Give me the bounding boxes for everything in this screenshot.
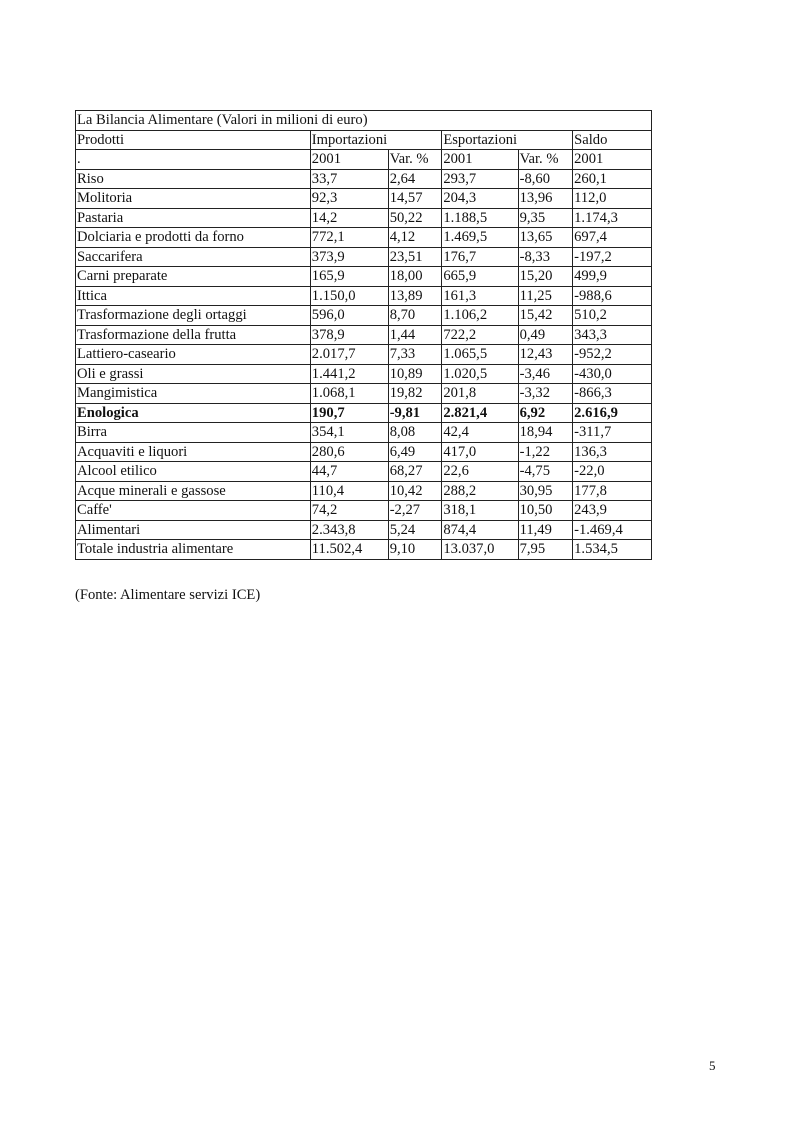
cell-exports-var: 13,65 <box>518 228 573 248</box>
cell-exports-var: 13,96 <box>518 189 573 209</box>
cell-imports-2001: 33,7 <box>310 169 388 189</box>
cell-imports-2001: 2.017,7 <box>310 345 388 365</box>
cell-imports-var: 8,70 <box>388 306 442 326</box>
cell-product: Totale industria alimentare <box>76 540 311 560</box>
cell-product: Acque minerali e gassose <box>76 481 311 501</box>
table-row <box>76 481 652 501</box>
cell-balance-2001: 136,3 <box>573 442 652 462</box>
cell-balance-2001: -952,2 <box>573 345 652 365</box>
cell-balance-2001: 343,3 <box>573 325 652 345</box>
cell-exports-2001: 417,0 <box>442 442 518 462</box>
cell-exports-var: 15,20 <box>518 267 573 287</box>
cell-exports-var: 7,95 <box>518 540 573 560</box>
source-note: (Fonte: Alimentare servizi ICE) <box>75 587 261 603</box>
cell-product: Pastaria <box>76 208 311 228</box>
cell-exports-2001: 176,7 <box>442 247 518 267</box>
cell-exports-2001: 288,2 <box>442 481 518 501</box>
table-row <box>76 286 652 306</box>
cell-exports-2001: 201,8 <box>442 384 518 404</box>
cell-exports-2001: 874,4 <box>442 520 518 540</box>
header-imports-spacer <box>388 130 442 150</box>
cell-imports-2001: 772,1 <box>310 228 388 248</box>
table-row <box>76 462 652 482</box>
cell-exports-var: 0,49 <box>518 325 573 345</box>
table-row <box>76 384 652 404</box>
cell-imports-var: -9,81 <box>388 403 442 423</box>
cell-imports-2001: 378,9 <box>310 325 388 345</box>
cell-balance-2001: 112,0 <box>573 189 652 209</box>
cell-exports-var: 30,95 <box>518 481 573 501</box>
cell-imports-2001: 1.441,2 <box>310 364 388 384</box>
table-row <box>76 501 652 521</box>
cell-imports-2001: 190,7 <box>310 403 388 423</box>
table-title-row <box>76 111 652 131</box>
cell-exports-2001: 22,6 <box>442 462 518 482</box>
cell-imports-2001: 596,0 <box>310 306 388 326</box>
cell-exports-var: -3,32 <box>518 384 573 404</box>
cell-product: Alimentari <box>76 520 311 540</box>
cell-imports-2001: 44,7 <box>310 462 388 482</box>
cell-imports-2001: 14,2 <box>310 208 388 228</box>
cell-exports-2001: 1.188,5 <box>442 208 518 228</box>
food-balance-table <box>75 110 652 560</box>
cell-exports-2001: 13.037,0 <box>442 540 518 560</box>
cell-exports-var: -1,22 <box>518 442 573 462</box>
table-row <box>76 228 652 248</box>
cell-exports-2001: 1.469,5 <box>442 228 518 248</box>
cell-product: Oli e grassi <box>76 364 311 384</box>
cell-exports-var: -3,46 <box>518 364 573 384</box>
cell-imports-2001: 1.068,1 <box>310 384 388 404</box>
header-exports-spacer <box>518 130 573 150</box>
cell-product: Lattiero-caseario <box>76 345 311 365</box>
cell-imports-var: 23,51 <box>388 247 442 267</box>
subheader-dot: . <box>76 150 311 170</box>
table-row <box>76 520 652 540</box>
cell-exports-var: 15,42 <box>518 306 573 326</box>
cell-exports-var: -4,75 <box>518 462 573 482</box>
cell-exports-2001: 1.106,2 <box>442 306 518 326</box>
cell-balance-2001: 260,1 <box>573 169 652 189</box>
table-title: La Bilancia Alimentare (Valori in milioni di euro) <box>76 111 652 131</box>
cell-imports-var: 10,42 <box>388 481 442 501</box>
table-row <box>76 208 652 228</box>
cell-balance-2001: -988,6 <box>573 286 652 306</box>
cell-product: Trasformazione degli ortaggi <box>76 306 311 326</box>
cell-product: Dolciaria e prodotti da forno <box>76 228 311 248</box>
cell-balance-2001: -1.469,4 <box>573 520 652 540</box>
cell-product: Alcool etilico <box>76 462 311 482</box>
cell-exports-2001: 1.020,5 <box>442 364 518 384</box>
table-row <box>76 247 652 267</box>
cell-imports-2001: 110,4 <box>310 481 388 501</box>
cell-imports-var: 7,33 <box>388 345 442 365</box>
cell-exports-var: 11,49 <box>518 520 573 540</box>
cell-imports-2001: 2.343,8 <box>310 520 388 540</box>
cell-imports-var: 19,82 <box>388 384 442 404</box>
table-row <box>76 169 652 189</box>
table-row <box>76 189 652 209</box>
cell-balance-2001: 1.534,5 <box>573 540 652 560</box>
cell-imports-2001: 165,9 <box>310 267 388 287</box>
cell-balance-2001: 697,4 <box>573 228 652 248</box>
cell-product: Riso <box>76 169 311 189</box>
cell-product: Birra <box>76 423 311 443</box>
cell-imports-var: 14,57 <box>388 189 442 209</box>
cell-imports-var: 18,00 <box>388 267 442 287</box>
cell-balance-2001: 510,2 <box>573 306 652 326</box>
cell-imports-var: 4,12 <box>388 228 442 248</box>
cell-imports-var: 9,10 <box>388 540 442 560</box>
cell-exports-2001: 318,1 <box>442 501 518 521</box>
cell-balance-2001: -311,7 <box>573 423 652 443</box>
cell-balance-2001: -430,0 <box>573 364 652 384</box>
cell-exports-2001: 722,2 <box>442 325 518 345</box>
cell-imports-2001: 74,2 <box>310 501 388 521</box>
page-number: 5 <box>709 1058 716 1073</box>
cell-exports-2001: 293,7 <box>442 169 518 189</box>
header-products: Prodotti <box>76 130 311 150</box>
table-row <box>76 364 652 384</box>
table-row <box>76 267 652 287</box>
cell-imports-var: -2,27 <box>388 501 442 521</box>
cell-balance-2001: 243,9 <box>573 501 652 521</box>
cell-product: Carni preparate <box>76 267 311 287</box>
table-row <box>76 306 652 326</box>
cell-balance-2001: 499,9 <box>573 267 652 287</box>
cell-product: Enologica <box>76 403 311 423</box>
cell-product: Caffe' <box>76 501 311 521</box>
cell-imports-2001: 354,1 <box>310 423 388 443</box>
cell-exports-var: -8,33 <box>518 247 573 267</box>
cell-imports-var: 6,49 <box>388 442 442 462</box>
cell-product: Acquaviti e liquori <box>76 442 311 462</box>
subheader-balance-year: 2001 <box>573 150 652 170</box>
cell-imports-2001: 1.150,0 <box>310 286 388 306</box>
cell-exports-2001: 665,9 <box>442 267 518 287</box>
cell-exports-var: 12,43 <box>518 345 573 365</box>
cell-imports-var: 50,22 <box>388 208 442 228</box>
cell-imports-var: 10,89 <box>388 364 442 384</box>
cell-exports-2001: 204,3 <box>442 189 518 209</box>
cell-exports-2001: 161,3 <box>442 286 518 306</box>
cell-balance-2001: -22,0 <box>573 462 652 482</box>
subheader-imports-var: Var. % <box>388 150 442 170</box>
cell-balance-2001: -866,3 <box>573 384 652 404</box>
cell-imports-var: 1,44 <box>388 325 442 345</box>
cell-exports-2001: 1.065,5 <box>442 345 518 365</box>
cell-exports-2001: 42,4 <box>442 423 518 443</box>
table-subheader-row <box>76 150 652 170</box>
cell-exports-var: 10,50 <box>518 501 573 521</box>
cell-imports-var: 8,08 <box>388 423 442 443</box>
table-row <box>76 345 652 365</box>
header-exports: Esportazioni <box>443 131 518 148</box>
cell-balance-2001: -197,2 <box>573 247 652 267</box>
cell-imports-2001: 11.502,4 <box>310 540 388 560</box>
table-row <box>76 403 652 423</box>
table-row <box>76 442 652 462</box>
cell-imports-var: 13,89 <box>388 286 442 306</box>
table-body <box>76 111 652 560</box>
cell-imports-2001: 92,3 <box>310 189 388 209</box>
cell-exports-var: 18,94 <box>518 423 573 443</box>
subheader-imports-year: 2001 <box>310 150 388 170</box>
cell-exports-var: -8,60 <box>518 169 573 189</box>
cell-imports-var: 2,64 <box>388 169 442 189</box>
cell-imports-var: 5,24 <box>388 520 442 540</box>
cell-imports-2001: 373,9 <box>310 247 388 267</box>
cell-exports-2001: 2.821,4 <box>442 403 518 423</box>
cell-product: Mangimistica <box>76 384 311 404</box>
header-imports: Importazioni <box>311 131 388 148</box>
cell-exports-var: 11,25 <box>518 286 573 306</box>
cell-exports-var: 6,92 <box>518 403 573 423</box>
table-row <box>76 325 652 345</box>
table-header-row <box>76 130 652 150</box>
cell-balance-2001: 1.174,3 <box>573 208 652 228</box>
cell-imports-var: 68,27 <box>388 462 442 482</box>
header-balance: Saldo <box>573 130 652 150</box>
cell-imports-2001: 280,6 <box>310 442 388 462</box>
subheader-exports-year: 2001 <box>442 150 518 170</box>
table-row <box>76 423 652 443</box>
cell-product: Molitoria <box>76 189 311 209</box>
table-row <box>76 540 652 560</box>
cell-balance-2001: 2.616,9 <box>573 403 652 423</box>
cell-product: Trasformazione della frutta <box>76 325 311 345</box>
cell-balance-2001: 177,8 <box>573 481 652 501</box>
cell-exports-var: 9,35 <box>518 208 573 228</box>
subheader-exports-var: Var. % <box>518 150 573 170</box>
cell-product: Saccarifera <box>76 247 311 267</box>
cell-product: Ittica <box>76 286 311 306</box>
